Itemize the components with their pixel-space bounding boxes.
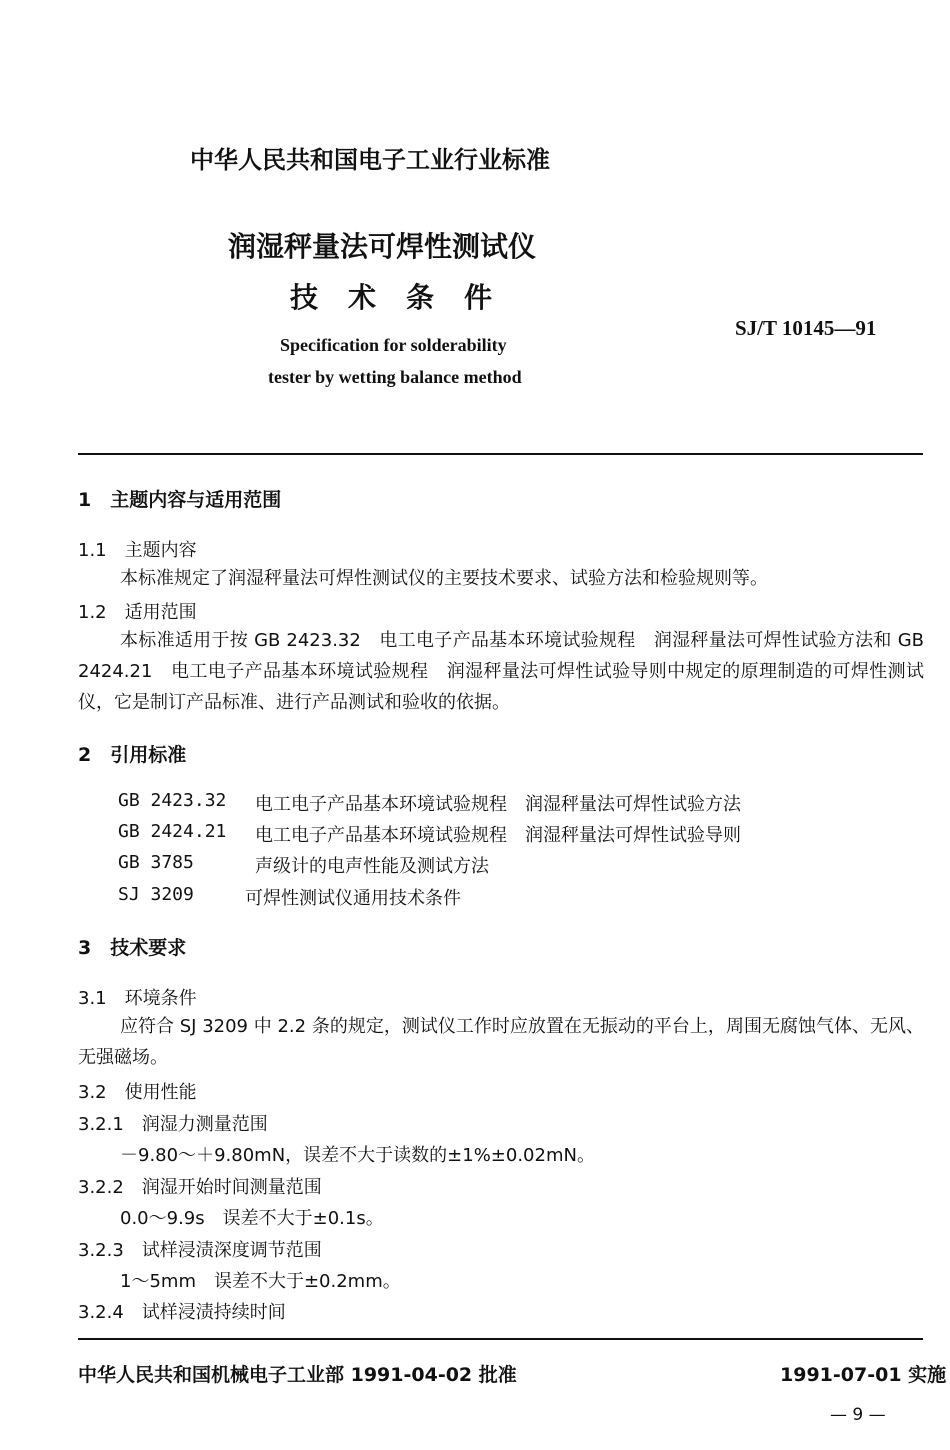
page-number: — 9 — (830, 1405, 886, 1425)
section-3-1-text: 应符合 SJ 3209 中 2.2 条的规定，测试仪工作时应放置在无振动的平台上，周围无腐蚀气体、无风、无强磁场。 (78, 1016, 924, 1068)
ref-title: 可焊性测试仪通用技术条件 (245, 888, 461, 909)
footer-divider (78, 1338, 923, 1340)
section-3-2-2-text: 0.0～9.9s 误差不大于±0.1s。 (120, 1208, 384, 1229)
section-3-2-1-text: －9.80～＋9.80mN，误差不大于读数的±1%±0.02mN。 (120, 1145, 595, 1166)
section-3-2-3-heading: 3.2.3 试样浸渍深度调节范围 (78, 1240, 322, 1261)
industry-standard-header: 中华人民共和国电子工业行业标准 (190, 146, 550, 174)
english-title-line1: Specification for solderability (280, 335, 507, 355)
english-title-line2: tester by wetting balance method (268, 367, 522, 387)
ref-title: 声级计的电声性能及测试方法 (255, 856, 489, 877)
ref-code: GB 2423.32 (118, 790, 227, 811)
section-3-heading: 3 技术要求 (78, 937, 187, 959)
ref-code: GB 2424.21 (118, 821, 227, 842)
ref-code: GB 3785 (118, 852, 194, 873)
section-3-2-2-heading: 3.2.2 润湿开始时间测量范围 (78, 1177, 322, 1198)
section-3-2-heading: 3.2 使用性能 (78, 1082, 197, 1103)
document-title-line1: 润湿秤量法可焊性测试仪 (228, 230, 537, 263)
document-title-line2: 技术条件 (290, 281, 523, 314)
section-3-1-heading: 3.1 环境条件 (78, 988, 197, 1009)
section-3-2-3-text: 1～5mm 误差不大于±0.2mm。 (120, 1271, 401, 1292)
section-1-2-heading: 1.2 适用范围 (78, 602, 197, 623)
section-1-2-text: 本标准适用于按 GB 2423.32 电工电子产品基本环境试验规程 润湿秤量法可焊性试验方法和 GB 2424.21 电工电子产品基本环境试验规程 润湿秤量法可焊性试验导则中规定的原理制造的可焊性测试仪，它是制订产品标准、进行产品测试和验收的依据。 (78, 630, 924, 713)
ref-title: 电工电子产品基本环境试验规程 润湿秤量法可焊性试验导则 (255, 825, 741, 846)
section-1-1-heading: 1.1 主题内容 (78, 540, 197, 561)
approval-note: 中华人民共和国机械电子工业部 1991-04-02 批准 (78, 1364, 517, 1386)
section-3-2-4-heading: 3.2.4 试样浸渍持续时间 (78, 1302, 286, 1323)
section-1-heading: 1 主题内容与适用范围 (78, 489, 282, 511)
header-divider (78, 453, 923, 455)
section-3-2-1-heading: 3.2.1 润湿力测量范围 (78, 1114, 268, 1135)
implementation-date: 1991-07-01 实施 (780, 1364, 947, 1386)
section-2-heading: 2 引用标准 (78, 744, 187, 766)
ref-title: 电工电子产品基本环境试验规程 润湿秤量法可焊性试验方法 (255, 794, 741, 815)
ref-code: SJ 3209 (118, 884, 194, 905)
section-1-1-text: 本标准规定了润湿秤量法可焊性测试仪的主要技术要求、试验方法和检验规则等。 (120, 568, 768, 589)
standard-number: SJ/T 10145—91 (735, 316, 877, 340)
